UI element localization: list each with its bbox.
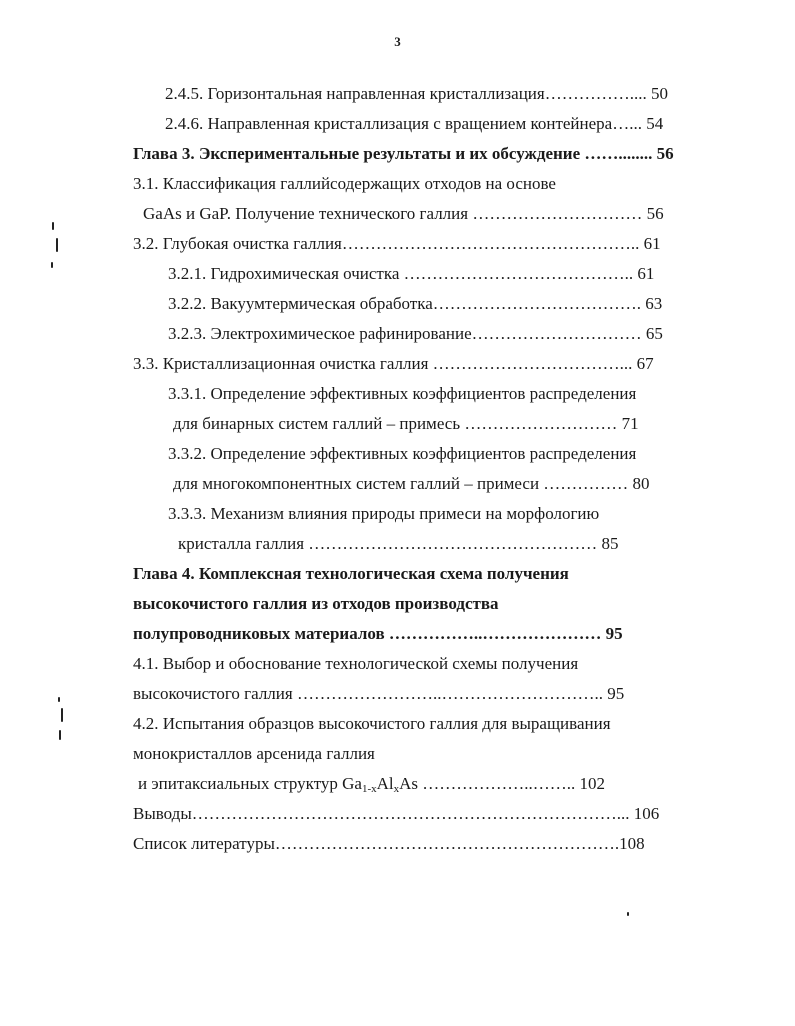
toc-chapter-heading: Глава 3. Экспериментальные результаты и их обсуждение ……........ 56	[133, 144, 674, 163]
formula-subscript: 1-x	[361, 783, 377, 795]
toc-entry	[138, 773, 605, 800]
toc-entry: GaAs и GaP. Получение технического галлия ………………………… 56	[143, 204, 664, 223]
toc-entry: Список литературы…………………………………………………….108	[133, 834, 645, 853]
scan-mark	[56, 238, 58, 252]
toc-entry: 4.2. Испытания образцов высокочистого галлия для выращивания	[133, 714, 611, 733]
formula-ga: и эпитаксиальных структур Ga	[138, 774, 362, 793]
toc-chapter-heading: Глава 4. Комплексная технологическая схема получения	[133, 564, 569, 583]
scan-mark	[58, 697, 60, 702]
toc-entry: 3.2.1. Гидрохимическая очистка ………………………………….. 61	[168, 264, 655, 283]
toc-entry: 3.3.1. Определение эффективных коэффициентов распределения	[168, 384, 637, 403]
toc-entry: для многокомпонентных систем галлий – примеси …………… 80	[173, 474, 650, 493]
scan-mark	[627, 912, 629, 916]
formula-subscript: x	[393, 783, 400, 795]
scan-mark	[59, 730, 61, 740]
toc-entry: 2.4.5. Горизонтальная направленная кристаллизация…………….... 50	[165, 84, 668, 103]
toc-entry: 4.1. Выбор и обоснование технологической схемы получения	[133, 654, 579, 673]
page-number: 3	[394, 34, 401, 49]
formula-al: Al	[376, 774, 394, 793]
toc-entry: 3.3.3. Механизм влияния природы примеси на морфологию	[168, 504, 600, 523]
toc-entry: 3.2.2. Вакуумтермическая обработка………………………………. 63	[168, 294, 663, 313]
toc-entry: 3.1. Классификация галлийсодержащих отходов на основе	[133, 174, 556, 193]
toc-entry: Выводы…………………………………………………………………... 106	[133, 804, 660, 823]
toc-entry: 3.3.2. Определение эффективных коэффициентов распределения	[168, 444, 637, 463]
toc-entry: кристалла галлия …………………………………………… 85	[178, 534, 619, 553]
toc-entry: высокочистого галлия ……………………..……………………….. 95	[133, 684, 625, 703]
toc-chapter-heading: полупроводниковых материалов ……………..………………… 95	[133, 624, 623, 643]
toc-entry: для бинарных систем галлий – примесь ……………………… 71	[173, 414, 639, 433]
toc-entry: 3.2. Глубокая очистка галлия…………………………………………….. 61	[133, 234, 661, 253]
scan-mark	[61, 708, 63, 722]
scan-mark	[51, 262, 53, 268]
toc-chapter-heading: высокочистого галлия из отходов производства	[133, 594, 499, 613]
scan-mark	[52, 222, 54, 230]
formula-as: As ………………..…….. 102	[399, 774, 606, 793]
toc-entry: 3.2.3. Электрохимическое рафинирование………………………… 65	[168, 324, 663, 343]
toc-entry: 3.3. Кристаллизационная очистка галлия ……………………………... 67	[133, 354, 654, 373]
toc-entry: 2.4.6. Направленная кристаллизация с вращением контейнера…... 54	[165, 114, 664, 133]
toc-entry: монокристаллов арсенида галлия	[133, 744, 375, 763]
